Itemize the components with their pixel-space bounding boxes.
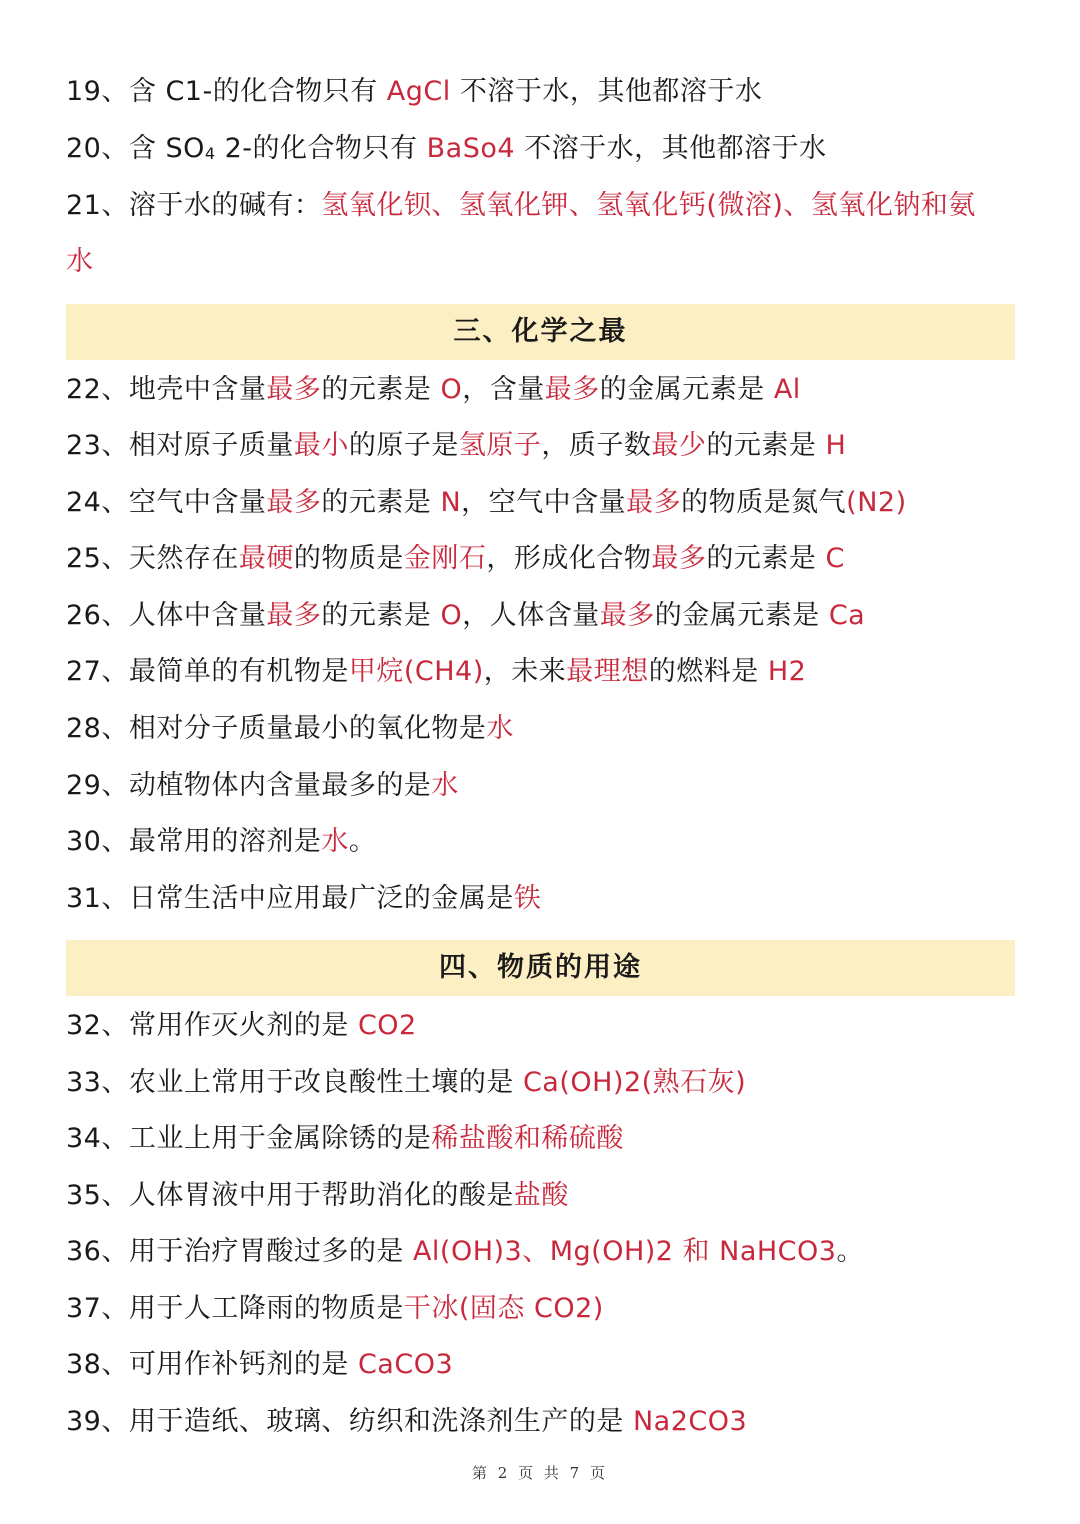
item-highlight: 甲烷(CH4) [348,656,484,687]
item-text: 36、用于治疗胃酸过多的是 [66,1236,413,1267]
item-text: 的元素是 [321,374,441,405]
item-text: ，含量 [462,374,545,405]
item-30 [66,822,1026,862]
item-text: 34、工业上用于金属除锈的是 [66,1123,432,1154]
item-text: 的原子是 [348,430,459,461]
item-31 [66,879,1026,919]
item-text: ，质子数 [541,430,652,461]
item-text: ，形成化合物 [486,543,652,574]
item-21-cont [66,242,1026,282]
item-32 [66,1006,1026,1046]
item-highlight: CaCO3 [357,1349,454,1380]
item-22 [66,370,1026,410]
section-heading-3: 三、化学之最 [66,304,1015,360]
item-highlight: Al(OH)3、Mg(OH)2 和 NaHCO3 [412,1236,837,1267]
item-highlight: 氢原子 [458,430,542,461]
item-highlight: 氢氧化钡、氢氧化钾、氢氧化钙(微溶)、氢氧化钠和氨 [321,190,976,221]
item-text: 32、常用作灭火剂的是 [66,1010,358,1041]
item-highlight: 盐酸 [513,1180,569,1211]
item-text: 不溶于水，其他都溶于水 [515,133,827,164]
item-highlight: 最多 [266,487,322,518]
item-26 [66,596,1026,636]
item-text: 29、动植物体内含量最多的是 [66,770,432,801]
item-text: 。 [348,826,377,857]
item-text: ，人体含量 [462,600,600,631]
page-number-footer: 第 2 页 共 7 页 [472,1464,608,1482]
item-24 [66,483,1026,523]
item-text: 的元素是 [706,543,826,574]
item-highlight: 金刚石 [403,543,487,574]
item-highlight: Na2CO3 [632,1406,748,1437]
item-highlight: 水 [486,713,514,744]
item-text: 20、含 SO [66,133,205,164]
item-text: 21、溶于水的碱有： [66,190,322,221]
item-text: 2-的化合物只有 [215,133,427,164]
item-highlight: 最多 [651,543,707,574]
item-text: 23、相对原子质量 [66,430,294,461]
item-highlight: Ca [828,600,866,631]
item-text: 的物质是 [293,543,404,574]
item-37 [66,1289,1026,1329]
item-highlight: 最多 [266,374,322,405]
item-27 [66,652,1026,692]
item-text: 的金属元素是 [654,600,829,631]
item-highlight: 稀盐酸和稀硫酸 [431,1123,624,1154]
item-text: 35、人体胃液中用于帮助消化的酸是 [66,1180,514,1211]
item-highlight: 最少 [651,430,707,461]
item-highlight: O [440,374,463,405]
item-text: 31、日常生活中应用最广泛的金属是 [66,883,514,914]
item-28 [66,709,1026,749]
item-text: 不溶于水，其他都溶于水 [450,76,763,107]
item-highlight: H2 [767,656,807,687]
item-text: 的元素是 [321,600,441,631]
item-text: 30、最常用的溶剂是 [66,826,322,857]
item-highlight: 最理想 [566,656,649,687]
item-text: 26、人体中含量 [66,600,267,631]
item-highlight: 水 [66,246,94,277]
item-highlight: 最多 [599,600,655,631]
item-text: 的元素是 [706,430,826,461]
item-text: 27、最简单的有机物是 [66,656,349,687]
item-33 [66,1063,1026,1103]
item-text: 37、用于人工降雨的物质是 [66,1293,404,1324]
item-text: 24、空气中含量 [66,487,267,518]
item-text: 22、地壳中含量 [66,374,267,405]
item-21 [66,186,1026,226]
item-text: 25、天然存在 [66,543,239,574]
item-text: 的物质是氮气 [681,487,847,518]
item-highlight: 最硬 [238,543,294,574]
item-36 [66,1232,1026,1272]
item-text: 39、用于造纸、玻璃、纺织和洗涤剂生产的是 [66,1406,633,1437]
item-text: 的元素是 [321,487,441,518]
item-35 [66,1176,1026,1216]
item-38 [66,1345,1026,1385]
item-highlight: CO2 [357,1010,417,1041]
item-25 [66,539,1026,579]
item-39 [66,1402,1026,1442]
item-highlight: C [825,543,845,574]
item-34 [66,1119,1026,1159]
item-text: 19、含 C1-的化合物只有 [66,76,387,107]
item-text: 的燃料是 [648,656,768,687]
item-highlight: 水 [321,826,349,857]
item-highlight: Al [773,374,801,405]
item-highlight: (N2) [846,487,907,518]
item-text: 。 [836,1236,864,1267]
item-highlight: N [440,487,462,518]
item-highlight: 最小 [293,430,349,461]
item-20 [66,129,1026,174]
item-highlight: 干冰(固态 CO2) [403,1293,604,1324]
item-text: 38、可用作补钙剂的是 [66,1349,358,1380]
item-highlight: AgCl [386,76,451,107]
item-highlight: 水 [431,770,459,801]
item-text: 28、相对分子质量最小的氧化物是 [66,713,487,744]
item-highlight: 最多 [626,487,682,518]
item-19 [66,72,1026,112]
item-text: 33、农业上常用于改良酸性土壤的是 [66,1067,523,1098]
item-highlight: 最多 [544,374,600,405]
item-text: ，未来 [483,656,567,687]
item-text: 的金属元素是 [599,374,774,405]
item-text: ，空气中含量 [461,487,627,518]
item-highlight: 铁 [513,883,542,914]
item-highlight: 最多 [266,600,322,631]
item-29 [66,766,1026,806]
item-highlight: BaSo4 [426,133,516,164]
item-highlight: Ca(OH)2(熟石灰) [522,1067,747,1098]
item-highlight: H [825,430,847,461]
subscript: 4 [204,144,216,163]
item-highlight: O [440,600,463,631]
item-23 [66,426,1026,466]
section-heading-4: 四、物质的用途 [66,940,1015,996]
